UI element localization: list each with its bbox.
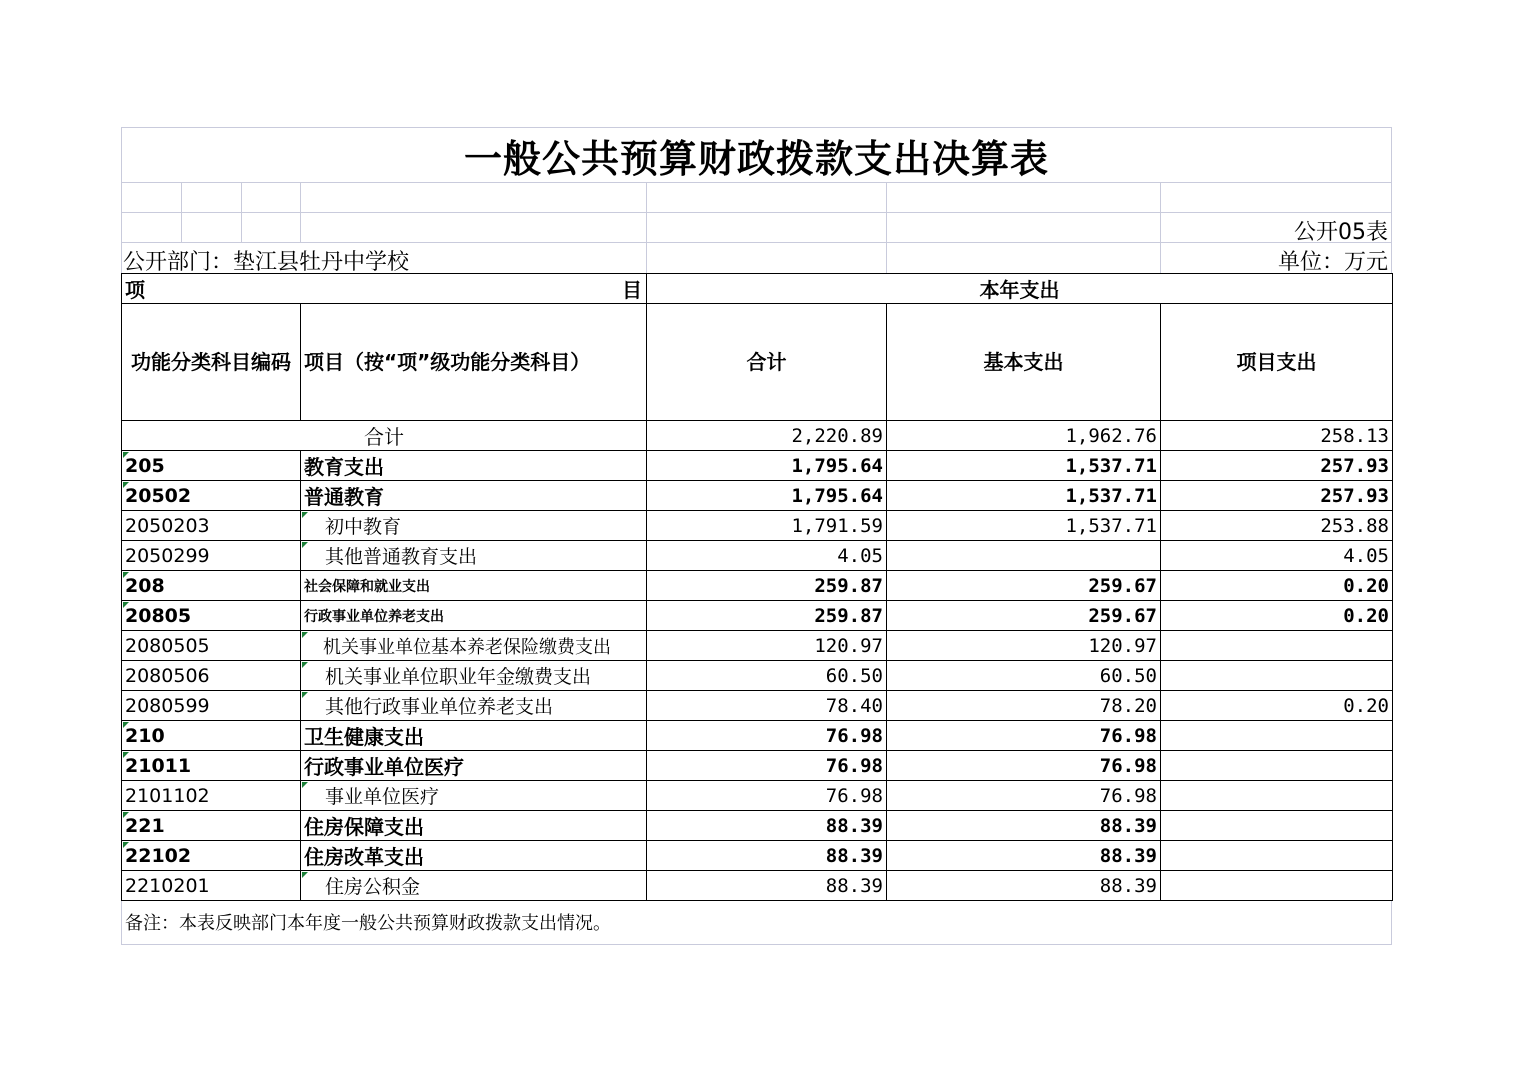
row-code [122, 601, 301, 631]
row-basic: 88.39 [887, 811, 1161, 841]
cell-marker-icon [302, 782, 308, 788]
row-name [301, 481, 647, 511]
row-name [301, 781, 647, 811]
row-basic: 60.50 [887, 661, 1161, 691]
row-total: 120.97 [647, 631, 887, 661]
row-total: 78.40 [647, 691, 887, 721]
expenditure-table [121, 273, 1393, 901]
row-project: 253.88 [1161, 511, 1393, 541]
row-basic: 1,537.71 [887, 511, 1161, 541]
row-total: 1,795.64 [647, 451, 887, 481]
row-project [1161, 871, 1393, 901]
row-code-text: 20502 [125, 484, 192, 507]
row-total: 259.87 [647, 601, 887, 631]
table-note: 备注：本表反映部门本年度一般公共预算财政拨款支出情况。 [121, 901, 1392, 945]
row-basic [887, 541, 1161, 571]
row-total: 76.98 [647, 721, 887, 751]
row-total: 1,791.59 [647, 511, 887, 541]
cell-marker-icon [302, 872, 308, 878]
row-name-text: 住房公积金 [325, 876, 421, 898]
cell-marker-icon [123, 602, 129, 608]
table-row [122, 631, 1393, 661]
table-row [122, 571, 1393, 601]
row-name [301, 511, 647, 541]
row-code [122, 841, 301, 871]
row-name-text: 行政事业单位养老支出 [304, 608, 444, 625]
row-name-text: 其他普通教育支出 [325, 546, 478, 568]
row-name-text: 机关事业单位职业年金缴费支出 [325, 666, 592, 688]
table-row [122, 841, 1393, 871]
row-code [122, 541, 301, 571]
row-total: 88.39 [647, 871, 887, 901]
row-total: 76.98 [647, 751, 887, 781]
row-basic: 120.97 [887, 631, 1161, 661]
row-code-text: 20805 [125, 604, 192, 627]
department-label: 公开部门：垫江县牡丹中学校 [123, 250, 410, 275]
row-name [301, 661, 647, 691]
table-row [122, 451, 1393, 481]
row-total: 60.50 [647, 661, 887, 691]
row-name [301, 571, 647, 601]
row-name [301, 541, 647, 571]
row-basic: 1,537.71 [887, 481, 1161, 511]
row-code-text: 205 [125, 454, 165, 477]
row-project: 4.05 [1161, 541, 1393, 571]
row-code-text: 2080505 [125, 634, 210, 657]
row-project [1161, 631, 1393, 661]
code-column-header: 功能分类科目编码 [122, 304, 301, 421]
form-number: 公开05表 [1294, 220, 1388, 245]
header-row-1 [122, 274, 1393, 304]
row-basic: 76.98 [887, 751, 1161, 781]
name-column-header: 项目（按“项”级功能分类科目） [301, 304, 647, 421]
row-code [122, 691, 301, 721]
row-project: 0.20 [1161, 601, 1393, 631]
row-code [122, 451, 301, 481]
row-total: 259.87 [647, 571, 887, 601]
table-row [122, 661, 1393, 691]
row-total: 88.39 [647, 811, 887, 841]
row-basic: 76.98 [887, 781, 1161, 811]
row-code-text: 2080506 [125, 664, 210, 687]
row-total: 1,795.64 [647, 481, 887, 511]
row-project [1161, 751, 1393, 781]
row-code [122, 571, 301, 601]
total-row-basic: 1,962.76 [887, 421, 1161, 451]
row-code-text: 2101102 [125, 784, 210, 807]
row-name-text: 卫生健康支出 [304, 725, 424, 749]
cell-marker-icon [123, 482, 129, 488]
row-total: 76.98 [647, 781, 887, 811]
row-name [301, 841, 647, 871]
row-code-text: 221 [125, 814, 165, 837]
cell-marker-icon [123, 752, 129, 758]
basic-column-header: 基本支出 [887, 304, 1161, 421]
row-code [122, 631, 301, 661]
row-project [1161, 661, 1393, 691]
cell-marker-icon [123, 722, 129, 728]
row-project [1161, 721, 1393, 751]
row-code-text: 2210201 [125, 874, 210, 897]
row-name [301, 871, 647, 901]
item-header-right: 目 [622, 278, 642, 302]
row-name-text: 事业单位医疗 [325, 786, 440, 808]
table-row [122, 601, 1393, 631]
cell-marker-icon [302, 662, 308, 668]
total-row-label: 合计 [122, 421, 647, 451]
total-row-project: 258.13 [1161, 421, 1393, 451]
header-row-2 [122, 304, 1393, 421]
table-row [122, 811, 1393, 841]
row-basic: 88.39 [887, 841, 1161, 871]
project-column-header: 项目支出 [1161, 304, 1393, 421]
row-name [301, 631, 647, 661]
cell-marker-icon [302, 632, 308, 638]
table-row [122, 871, 1393, 901]
row-basic: 1,537.71 [887, 451, 1161, 481]
cell-marker-icon [302, 692, 308, 698]
row-name [301, 691, 647, 721]
row-code-text: 21011 [125, 754, 192, 777]
row-code-text: 208 [125, 574, 165, 597]
row-basic: 259.67 [887, 601, 1161, 631]
table-row [122, 511, 1393, 541]
row-name-text: 普通教育 [304, 485, 384, 509]
row-code [122, 781, 301, 811]
row-name-text: 初中教育 [325, 516, 402, 538]
total-row-total: 2,220.89 [647, 421, 887, 451]
row-name-text: 住房改革支出 [304, 845, 424, 869]
total-column-header: 合计 [647, 304, 887, 421]
row-basic: 78.20 [887, 691, 1161, 721]
row-name-text: 住房保障支出 [304, 815, 424, 839]
table-row [122, 751, 1393, 781]
row-project [1161, 841, 1393, 871]
row-code-text: 2050203 [125, 514, 210, 537]
row-code-text: 2050299 [125, 544, 210, 567]
row-name-text: 社会保障和就业支出 [304, 578, 430, 595]
row-code [122, 721, 301, 751]
row-code [122, 751, 301, 781]
row-code [122, 661, 301, 691]
cell-marker-icon [123, 452, 129, 458]
table-row [122, 541, 1393, 571]
row-project: 257.93 [1161, 451, 1393, 481]
row-name-text: 其他行政事业单位养老支出 [325, 696, 554, 718]
row-code-text: 2080599 [125, 694, 210, 717]
sheet-title: 一般公共预算财政拨款支出决算表 [121, 127, 1392, 183]
table-row [122, 721, 1393, 751]
row-total: 4.05 [647, 541, 887, 571]
row-project: 0.20 [1161, 571, 1393, 601]
row-total: 88.39 [647, 841, 887, 871]
row-name-text: 教育支出 [304, 455, 384, 479]
cell-marker-icon [123, 842, 129, 848]
row-name-text: 机关事业单位基本养老保险缴费支出 [323, 636, 611, 658]
row-code [122, 811, 301, 841]
row-project: 257.93 [1161, 481, 1393, 511]
table-row [122, 781, 1393, 811]
row-name [301, 451, 647, 481]
row-basic: 259.67 [887, 571, 1161, 601]
row-name [301, 751, 647, 781]
cell-marker-icon [302, 512, 308, 518]
blank-grid-row [121, 183, 1392, 213]
cell-marker-icon [302, 542, 308, 548]
row-project [1161, 781, 1393, 811]
item-header-cell [122, 274, 647, 304]
row-name [301, 601, 647, 631]
item-header-left: 项 [125, 278, 145, 302]
total-row [122, 421, 1393, 451]
row-project: 0.20 [1161, 691, 1393, 721]
row-name [301, 811, 647, 841]
row-basic: 88.39 [887, 871, 1161, 901]
row-name-text: 行政事业单位医疗 [304, 755, 464, 779]
row-name [301, 721, 647, 751]
blank-grid-row [121, 213, 1392, 243]
table-row [122, 481, 1393, 511]
cell-marker-icon [123, 572, 129, 578]
row-code-text: 210 [125, 724, 165, 747]
row-code [122, 871, 301, 901]
unit-label: 单位：万元 [1277, 250, 1388, 275]
row-basic: 76.98 [887, 721, 1161, 751]
year-expenditure-header: 本年支出 [647, 274, 1393, 304]
cell-marker-icon [123, 812, 129, 818]
row-code [122, 511, 301, 541]
row-code [122, 481, 301, 511]
table-row [122, 691, 1393, 721]
row-code-text: 22102 [125, 844, 192, 867]
row-project [1161, 811, 1393, 841]
